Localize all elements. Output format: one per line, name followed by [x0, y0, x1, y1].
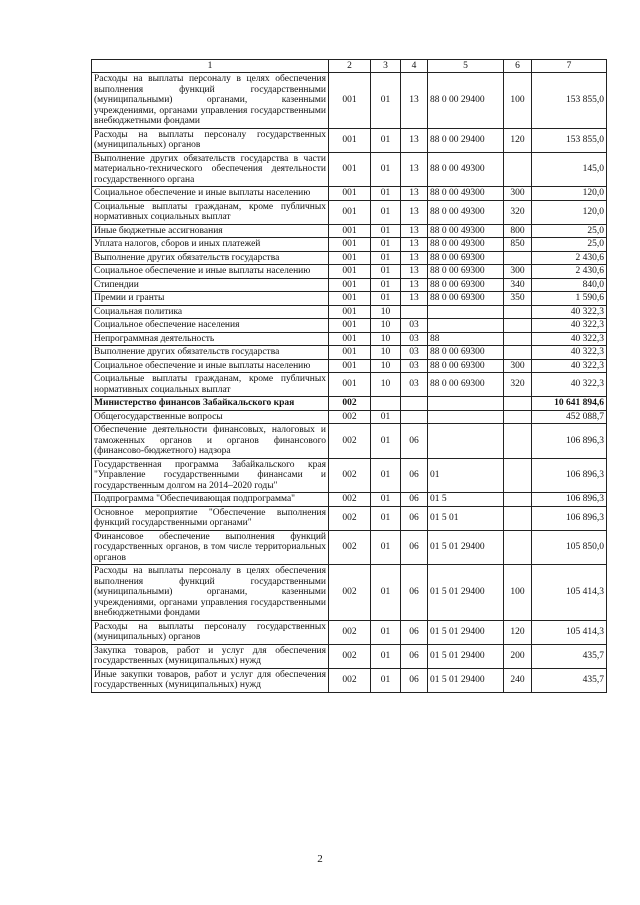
- expense-type-cell: [504, 424, 532, 459]
- expense-type-cell: 240: [504, 668, 532, 692]
- expense-type-cell: [504, 458, 532, 493]
- target-article-cell: 88: [428, 332, 504, 346]
- expense-type-cell: 300: [504, 265, 532, 279]
- amount-cell: 435,7: [532, 668, 607, 692]
- subsection-code-cell: [401, 410, 428, 424]
- target-article-cell: [428, 410, 504, 424]
- table-row: [92, 332, 607, 346]
- row-name-cell: Непрограммная деятельность: [92, 332, 329, 346]
- table-row: [92, 644, 607, 668]
- table-row: [92, 424, 607, 459]
- subsection-code-cell: 03: [401, 332, 428, 346]
- target-article-cell: 88 0 00 69300: [428, 373, 504, 397]
- amount-cell: 40 322,3: [532, 305, 607, 319]
- ministry-code-cell: 002: [329, 565, 371, 621]
- ministry-code-cell: 001: [329, 319, 371, 333]
- table-row: [92, 506, 607, 530]
- page-number: 2: [317, 853, 323, 865]
- section-code-cell: 01: [371, 668, 401, 692]
- amount-cell: 452 088,7: [532, 410, 607, 424]
- row-name-cell: Финансовое обеспечение выполнения функций государственных органов, в том числе территориальных органов: [92, 530, 329, 565]
- ministry-code-cell: 002: [329, 668, 371, 692]
- table-row: [92, 200, 607, 224]
- expense-type-cell: 120: [504, 128, 532, 152]
- section-code-cell: 01: [371, 73, 401, 129]
- target-article-cell: 88 0 00 69300: [428, 346, 504, 360]
- target-article-cell: 88 0 00 49300: [428, 224, 504, 238]
- column-header: 2: [329, 60, 371, 73]
- table-row: [92, 346, 607, 360]
- row-name-cell: Социальное обеспечение населения: [92, 319, 329, 333]
- amount-cell: 840,0: [532, 278, 607, 292]
- row-name-cell: Иные закупки товаров, работ и услуг для обеспечения государственных (муниципальных) нужд: [92, 668, 329, 692]
- expense-type-cell: [504, 152, 532, 187]
- expense-type-cell: [504, 305, 532, 319]
- ministry-code-cell: 001: [329, 373, 371, 397]
- expense-type-cell: 120: [504, 620, 532, 644]
- subsection-code-cell: 13: [401, 128, 428, 152]
- amount-cell: 25,0: [532, 238, 607, 252]
- ministry-code-cell: 001: [329, 238, 371, 252]
- expense-type-cell: 100: [504, 73, 532, 129]
- subsection-code-cell: [401, 397, 428, 411]
- row-name-cell: Выполнение других обязательств государства: [92, 346, 329, 360]
- column-header: 4: [401, 60, 428, 73]
- target-article-cell: 88 0 00 49300: [428, 238, 504, 252]
- ministry-code-cell: 001: [329, 128, 371, 152]
- row-name-cell: Социальное обеспечение и иные выплаты населению: [92, 359, 329, 373]
- column-header: 3: [371, 60, 401, 73]
- section-code-cell: 01: [371, 644, 401, 668]
- row-name-cell: Расходы на выплаты персоналу государственных (муниципальных) органов: [92, 128, 329, 152]
- amount-cell: 145,0: [532, 152, 607, 187]
- amount-cell: 105 414,3: [532, 565, 607, 621]
- expense-type-cell: 850: [504, 238, 532, 252]
- subsection-code-cell: 13: [401, 238, 428, 252]
- subsection-code-cell: 06: [401, 424, 428, 459]
- table-row: [92, 319, 607, 333]
- target-article-cell: 88 0 00 29400: [428, 128, 504, 152]
- row-name-cell: Подпрограмма "Обеспечивающая подпрограмма": [92, 493, 329, 507]
- target-article-cell: [428, 397, 504, 411]
- table-row: [92, 410, 607, 424]
- subsection-code-cell: 13: [401, 200, 428, 224]
- expense-type-cell: [504, 410, 532, 424]
- row-name-cell: Расходы на выплаты персоналу государственных (муниципальных) органов: [92, 620, 329, 644]
- row-name-cell: Иные бюджетные ассигнования: [92, 224, 329, 238]
- subsection-code-cell: 13: [401, 224, 428, 238]
- section-code-cell: 01: [371, 265, 401, 279]
- amount-cell: 120,0: [532, 200, 607, 224]
- section-code-cell: 10: [371, 305, 401, 319]
- row-name-cell: Обеспечение деятельности финансовых, налоговых и таможенных органов и органов финансового (финансово-бюджетного) надзора: [92, 424, 329, 459]
- amount-cell: 40 322,3: [532, 373, 607, 397]
- ministry-code-cell: 001: [329, 224, 371, 238]
- subsection-code-cell: 06: [401, 565, 428, 621]
- column-header: 1: [92, 60, 329, 73]
- section-code-cell: 10: [371, 319, 401, 333]
- section-code-cell: 01: [371, 292, 401, 306]
- table-row: [92, 620, 607, 644]
- budget-table: [91, 59, 607, 693]
- expense-type-cell: [504, 506, 532, 530]
- expense-type-cell: 300: [504, 359, 532, 373]
- subsection-code-cell: 06: [401, 493, 428, 507]
- column-header: 7: [532, 60, 607, 73]
- table-row: [92, 187, 607, 201]
- table-row: [92, 128, 607, 152]
- row-name-cell: Уплата налогов, сборов и иных платежей: [92, 238, 329, 252]
- ministry-code-cell: 002: [329, 410, 371, 424]
- table-header-row: [92, 60, 607, 73]
- section-code-cell: 01: [371, 128, 401, 152]
- amount-cell: 435,7: [532, 644, 607, 668]
- table-row: [92, 238, 607, 252]
- section-code-cell: 10: [371, 359, 401, 373]
- subsection-code-cell: 06: [401, 458, 428, 493]
- section-code-cell: 10: [371, 346, 401, 360]
- expense-type-cell: 100: [504, 565, 532, 621]
- ministry-code-cell: 001: [329, 73, 371, 129]
- table-body: [92, 73, 607, 693]
- expense-type-cell: [504, 397, 532, 411]
- subsection-code-cell: 06: [401, 530, 428, 565]
- expense-type-cell: [504, 346, 532, 360]
- section-code-cell: 01: [371, 493, 401, 507]
- subsection-code-cell: [401, 305, 428, 319]
- row-name-cell: Закупка товаров, работ и услуг для обеспечения государственных (муниципальных) нужд: [92, 644, 329, 668]
- subsection-code-cell: 03: [401, 319, 428, 333]
- subsection-code-cell: 13: [401, 292, 428, 306]
- section-code-cell: 01: [371, 424, 401, 459]
- ministry-code-cell: 002: [329, 458, 371, 493]
- section-code-cell: 01: [371, 410, 401, 424]
- target-article-cell: 01 5 01: [428, 506, 504, 530]
- target-article-cell: 88 0 00 69300: [428, 265, 504, 279]
- row-name-cell: Социальное обеспечение и иные выплаты населению: [92, 265, 329, 279]
- target-article-cell: 88 0 00 49300: [428, 152, 504, 187]
- expense-type-cell: 320: [504, 200, 532, 224]
- target-article-cell: 88 0 00 69300: [428, 359, 504, 373]
- target-article-cell: 01: [428, 458, 504, 493]
- column-header: 6: [504, 60, 532, 73]
- ministry-code-cell: 001: [329, 152, 371, 187]
- table-row: [92, 305, 607, 319]
- amount-cell: 40 322,3: [532, 359, 607, 373]
- amount-cell: 106 896,3: [532, 493, 607, 507]
- section-code-cell: 01: [371, 620, 401, 644]
- subsection-code-cell: 13: [401, 152, 428, 187]
- ministry-code-cell: 001: [329, 200, 371, 224]
- ministry-code-cell: 001: [329, 332, 371, 346]
- table-row: [92, 152, 607, 187]
- row-name-cell: Государственная программа Забайкальского края "Управление государственными финансами и государственным долгом на 2014–2020 годы": [92, 458, 329, 493]
- column-header: 5: [428, 60, 504, 73]
- table-row: [92, 493, 607, 507]
- amount-cell: 106 896,3: [532, 506, 607, 530]
- ministry-code-cell: 002: [329, 620, 371, 644]
- target-article-cell: 01 5 01 29400: [428, 668, 504, 692]
- table-row: [92, 458, 607, 493]
- target-article-cell: 88 0 00 69300: [428, 278, 504, 292]
- amount-cell: 105 414,3: [532, 620, 607, 644]
- subsection-code-cell: 06: [401, 620, 428, 644]
- subsection-code-cell: 03: [401, 346, 428, 360]
- amount-cell: 105 850,0: [532, 530, 607, 565]
- expense-type-cell: 350: [504, 292, 532, 306]
- table-row: [92, 73, 607, 129]
- row-name-cell: Социальные выплаты гражданам, кроме публичных нормативных социальных выплат: [92, 200, 329, 224]
- section-code-cell: 10: [371, 373, 401, 397]
- row-name-cell: Социальное обеспечение и иные выплаты населению: [92, 187, 329, 201]
- expense-type-cell: 320: [504, 373, 532, 397]
- target-article-cell: [428, 305, 504, 319]
- table-row: [92, 668, 607, 692]
- expense-type-cell: 200: [504, 644, 532, 668]
- expense-type-cell: [504, 319, 532, 333]
- ministry-code-cell: 001: [329, 359, 371, 373]
- amount-cell: 120,0: [532, 187, 607, 201]
- amount-cell: 2 430,6: [532, 251, 607, 265]
- target-article-cell: 01 5 01 29400: [428, 565, 504, 621]
- ministry-code-cell: 001: [329, 278, 371, 292]
- expense-type-cell: 300: [504, 187, 532, 201]
- section-code-cell: 01: [371, 224, 401, 238]
- target-article-cell: 01 5 01 29400: [428, 620, 504, 644]
- expense-type-cell: [504, 493, 532, 507]
- table-row: [92, 265, 607, 279]
- table-row: [92, 278, 607, 292]
- amount-cell: 40 322,3: [532, 319, 607, 333]
- section-code-cell: 01: [371, 251, 401, 265]
- section-code-cell: 01: [371, 152, 401, 187]
- table-row: [92, 373, 607, 397]
- subsection-code-cell: 13: [401, 265, 428, 279]
- section-code-cell: 01: [371, 200, 401, 224]
- amount-cell: 153 855,0: [532, 128, 607, 152]
- table-row: [92, 565, 607, 621]
- target-article-cell: 88 0 00 49300: [428, 200, 504, 224]
- amount-cell: 153 855,0: [532, 73, 607, 129]
- row-name-cell: Социальные выплаты гражданам, кроме публичных нормативных социальных выплат: [92, 373, 329, 397]
- target-article-cell: 88 0 00 49300: [428, 187, 504, 201]
- ministry-code-cell: 002: [329, 424, 371, 459]
- target-article-cell: 01 5 01 29400: [428, 530, 504, 565]
- section-code-cell: [371, 397, 401, 411]
- table-row: [92, 292, 607, 306]
- ministry-code-cell: 001: [329, 265, 371, 279]
- subsection-code-cell: 13: [401, 278, 428, 292]
- section-code-cell: 01: [371, 238, 401, 252]
- ministry-code-cell: 001: [329, 187, 371, 201]
- expense-type-cell: 800: [504, 224, 532, 238]
- row-name-cell: Выполнение других обязательств государства: [92, 251, 329, 265]
- subsection-code-cell: 13: [401, 187, 428, 201]
- amount-cell: 1 590,6: [532, 292, 607, 306]
- subsection-code-cell: 03: [401, 359, 428, 373]
- target-article-cell: 88 0 00 69300: [428, 292, 504, 306]
- table-row: [92, 530, 607, 565]
- subsection-code-cell: 06: [401, 668, 428, 692]
- section-code-cell: 01: [371, 530, 401, 565]
- target-article-cell: [428, 319, 504, 333]
- row-name-cell: Общегосударственные вопросы: [92, 410, 329, 424]
- target-article-cell: 01 5: [428, 493, 504, 507]
- table-row: [92, 224, 607, 238]
- amount-cell: 40 322,3: [532, 332, 607, 346]
- amount-cell: 106 896,3: [532, 424, 607, 459]
- section-code-cell: 10: [371, 332, 401, 346]
- table-row: [92, 359, 607, 373]
- amount-cell: 10 641 894,6: [532, 397, 607, 411]
- row-name-cell: Расходы на выплаты персоналу в целях обеспечения выполнения функций государственными (муниципальными) органами, казенными учреждениями, органами управления государственными внебюджетными фондами: [92, 565, 329, 621]
- section-code-cell: 01: [371, 278, 401, 292]
- subsection-code-cell: 13: [401, 251, 428, 265]
- ministry-code-cell: 001: [329, 251, 371, 265]
- row-name-cell: Расходы на выплаты персоналу в целях обеспечения выполнения функций государственными (муниципальными) органами, казенными учреждениями, органами управления государственными внебюджетными фондами: [92, 73, 329, 129]
- target-article-cell: [428, 424, 504, 459]
- ministry-code-cell: 002: [329, 506, 371, 530]
- section-code-cell: 01: [371, 506, 401, 530]
- subsection-code-cell: 06: [401, 644, 428, 668]
- expense-type-cell: [504, 530, 532, 565]
- target-article-cell: 01 5 01 29400: [428, 644, 504, 668]
- section-code-cell: 01: [371, 187, 401, 201]
- target-article-cell: 88 0 00 69300: [428, 251, 504, 265]
- table-row: [92, 397, 607, 411]
- subsection-code-cell: 13: [401, 73, 428, 129]
- row-name-cell: Министерство финансов Забайкальского края: [92, 397, 329, 411]
- row-name-cell: Основное мероприятие "Обеспечение выполнения функций государственными органами": [92, 506, 329, 530]
- row-name-cell: Стипендии: [92, 278, 329, 292]
- expense-type-cell: [504, 251, 532, 265]
- amount-cell: 25,0: [532, 224, 607, 238]
- row-name-cell: Социальная политика: [92, 305, 329, 319]
- expense-type-cell: [504, 332, 532, 346]
- subsection-code-cell: 03: [401, 373, 428, 397]
- expense-type-cell: 340: [504, 278, 532, 292]
- ministry-code-cell: 002: [329, 493, 371, 507]
- section-code-cell: 01: [371, 565, 401, 621]
- section-code-cell: 01: [371, 458, 401, 493]
- ministry-code-cell: 002: [329, 397, 371, 411]
- row-name-cell: Премии и гранты: [92, 292, 329, 306]
- amount-cell: 2 430,6: [532, 265, 607, 279]
- amount-cell: 106 896,3: [532, 458, 607, 493]
- subsection-code-cell: 06: [401, 506, 428, 530]
- ministry-code-cell: 001: [329, 305, 371, 319]
- ministry-code-cell: 002: [329, 644, 371, 668]
- row-name-cell: Выполнение других обязательств государства в части материально-технического обеспечения деятельности государственного органа: [92, 152, 329, 187]
- ministry-code-cell: 001: [329, 292, 371, 306]
- target-article-cell: 88 0 00 29400: [428, 73, 504, 129]
- table-row: [92, 251, 607, 265]
- ministry-code-cell: 001: [329, 346, 371, 360]
- ministry-code-cell: 002: [329, 530, 371, 565]
- amount-cell: 40 322,3: [532, 346, 607, 360]
